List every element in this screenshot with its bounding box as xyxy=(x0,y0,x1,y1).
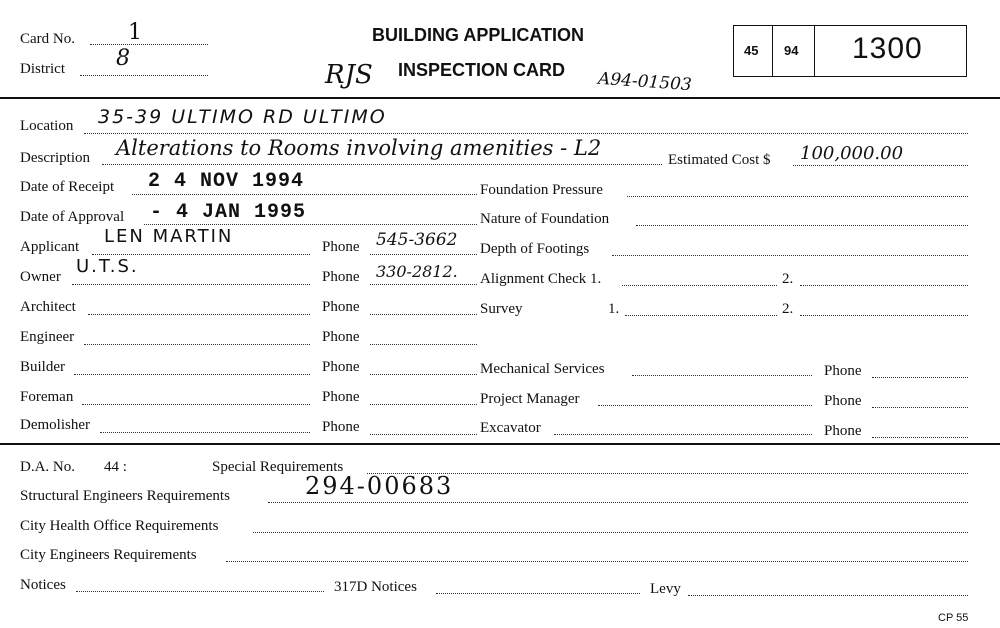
foreman-phone-label: Phone xyxy=(322,389,360,405)
structural-engineers-value: 294-00683 xyxy=(305,472,454,500)
applicant-dots xyxy=(92,254,310,255)
card-no-label: Card No. xyxy=(20,31,75,47)
special-requirements-label: Special Requirements xyxy=(212,459,344,475)
section-divider xyxy=(0,443,1000,445)
engineer-phone-dots xyxy=(370,344,477,345)
estimated-cost-label: Estimated Cost $ xyxy=(668,152,771,168)
notices-label: Notices xyxy=(20,577,66,593)
excavator-dots xyxy=(554,434,812,435)
project-manager-label: Project Manager xyxy=(480,391,580,407)
notices-dots xyxy=(76,591,324,592)
approval-label: Date of Approval xyxy=(20,209,125,225)
builder-dots xyxy=(74,374,310,375)
demolisher-dots xyxy=(100,432,310,433)
builder-phone-dots xyxy=(370,374,477,375)
mechanical-services-label: Mechanical Services xyxy=(480,361,605,377)
city-health-label: City Health Office Requirements xyxy=(20,518,219,534)
excavator-phone-label: Phone xyxy=(824,423,862,439)
owner-phone-label: Phone xyxy=(322,269,360,285)
description-label: Description xyxy=(20,150,90,166)
file-box-cell-1: 45 xyxy=(744,43,759,58)
engineer-dots xyxy=(84,344,310,345)
engineer-label: Engineer xyxy=(20,329,75,345)
survey-label: Survey xyxy=(480,301,523,317)
notices-317d-label: 317D Notices xyxy=(334,579,417,595)
description-dots xyxy=(102,164,662,165)
foreman-label: Foreman xyxy=(20,389,74,405)
foundation-pressure-label: Foundation Pressure xyxy=(480,182,603,198)
survey-2-dots xyxy=(800,315,968,316)
receipt-stamp: 2 4 NOV 1994 xyxy=(148,170,305,193)
estimated-cost-dots xyxy=(793,165,968,166)
foreman-dots xyxy=(82,404,310,405)
inspector-initials: RJS xyxy=(325,60,373,90)
owner-value: U.T.S. xyxy=(76,256,139,277)
levy-dots xyxy=(688,595,968,596)
applicant-phone-value: 545-3662 xyxy=(376,230,458,250)
header-divider xyxy=(0,97,1000,99)
special-requirements-dots xyxy=(367,473,968,474)
depth-footings-dots xyxy=(612,255,968,256)
file-box-divider-1 xyxy=(772,26,773,76)
card-no-dots xyxy=(90,44,208,45)
file-box-cell-2: 94 xyxy=(784,43,799,58)
owner-phone-value: 330-2812. xyxy=(376,262,458,281)
applicant-value: LEN MARTIN xyxy=(104,226,234,247)
location-dots xyxy=(84,133,968,134)
applicant-phone-dots xyxy=(370,254,477,255)
description-value: Alterations to Rooms involving amenities - L2 xyxy=(116,136,602,160)
receipt-dots xyxy=(132,194,477,195)
excavator-label: Excavator xyxy=(480,420,541,436)
da-no-label: D.A. No. xyxy=(20,459,75,475)
survey-1-label: 1. xyxy=(608,301,620,317)
form-code: CP 55 xyxy=(938,612,969,624)
survey-1-dots xyxy=(625,315,777,316)
location-value: 35-39 ULTIMO RD ULTIMO xyxy=(98,106,387,128)
file-box-cell-3: 1300 xyxy=(852,32,923,65)
file-box-divider-2 xyxy=(814,26,815,76)
alignment-check-2-label: 2. xyxy=(782,271,794,287)
builder-phone-label: Phone xyxy=(322,359,360,375)
project-manager-phone-label: Phone xyxy=(824,393,862,409)
survey-2-label: 2. xyxy=(782,301,794,317)
excavator-phone-dots xyxy=(872,437,968,438)
title-line1: BUILDING APPLICATION xyxy=(372,25,584,45)
depth-footings-label: Depth of Footings xyxy=(480,241,590,257)
foundation-pressure-dots xyxy=(627,196,968,197)
alignment-check-label: Alignment Check 1. xyxy=(480,271,602,287)
mechanical-services-dots xyxy=(632,375,812,376)
demolisher-label: Demolisher xyxy=(20,417,90,433)
foreman-phone-dots xyxy=(370,404,477,405)
structural-engineers-dots xyxy=(268,502,968,503)
approval-dots xyxy=(144,224,477,225)
file-number-box xyxy=(733,25,967,77)
receipt-label: Date of Receipt xyxy=(20,179,115,195)
levy-label: Levy xyxy=(650,581,681,597)
notices-317d-dots xyxy=(436,593,640,594)
architect-label: Architect xyxy=(20,299,76,315)
project-manager-phone-dots xyxy=(872,407,968,408)
title-line2: INSPECTION CARD xyxy=(398,60,566,80)
structural-engineers-label: Structural Engineers Requirements xyxy=(20,488,230,504)
city-engineers-label: City Engineers Requirements xyxy=(20,547,197,563)
owner-dots xyxy=(72,284,310,285)
nature-foundation-label: Nature of Foundation xyxy=(480,211,610,227)
alignment-check-1-dots xyxy=(622,285,777,286)
city-engineers-dots xyxy=(226,561,968,562)
da-no-value: 44 : xyxy=(104,459,127,475)
district-label: District xyxy=(20,61,65,77)
demolisher-phone-dots xyxy=(370,434,477,435)
district-value: 8 xyxy=(116,46,130,71)
project-manager-dots xyxy=(598,405,812,406)
card-no-value: 1 xyxy=(128,20,142,45)
applicant-phone-label: Phone xyxy=(322,239,360,255)
applicant-label: Applicant xyxy=(20,239,80,255)
owner-label: Owner xyxy=(20,269,61,285)
builder-label: Builder xyxy=(20,359,65,375)
owner-phone-dots xyxy=(370,284,477,285)
location-label: Location xyxy=(20,118,74,134)
architect-dots xyxy=(88,314,310,315)
mechanical-phone-dots xyxy=(872,377,968,378)
architect-phone-label: Phone xyxy=(322,299,360,315)
estimated-cost-value: 100,000.00 xyxy=(800,143,904,164)
demolisher-phone-label: Phone xyxy=(322,419,360,435)
district-dots xyxy=(80,75,208,76)
city-health-dots xyxy=(253,532,968,533)
architect-phone-dots xyxy=(370,314,477,315)
nature-foundation-dots xyxy=(636,225,968,226)
mechanical-phone-label: Phone xyxy=(824,363,862,379)
alignment-check-2-dots xyxy=(800,285,968,286)
reference-number: A94-01503 xyxy=(597,68,693,96)
approval-stamp: - 4 JAN 1995 xyxy=(150,201,307,224)
engineer-phone-label: Phone xyxy=(322,329,360,345)
